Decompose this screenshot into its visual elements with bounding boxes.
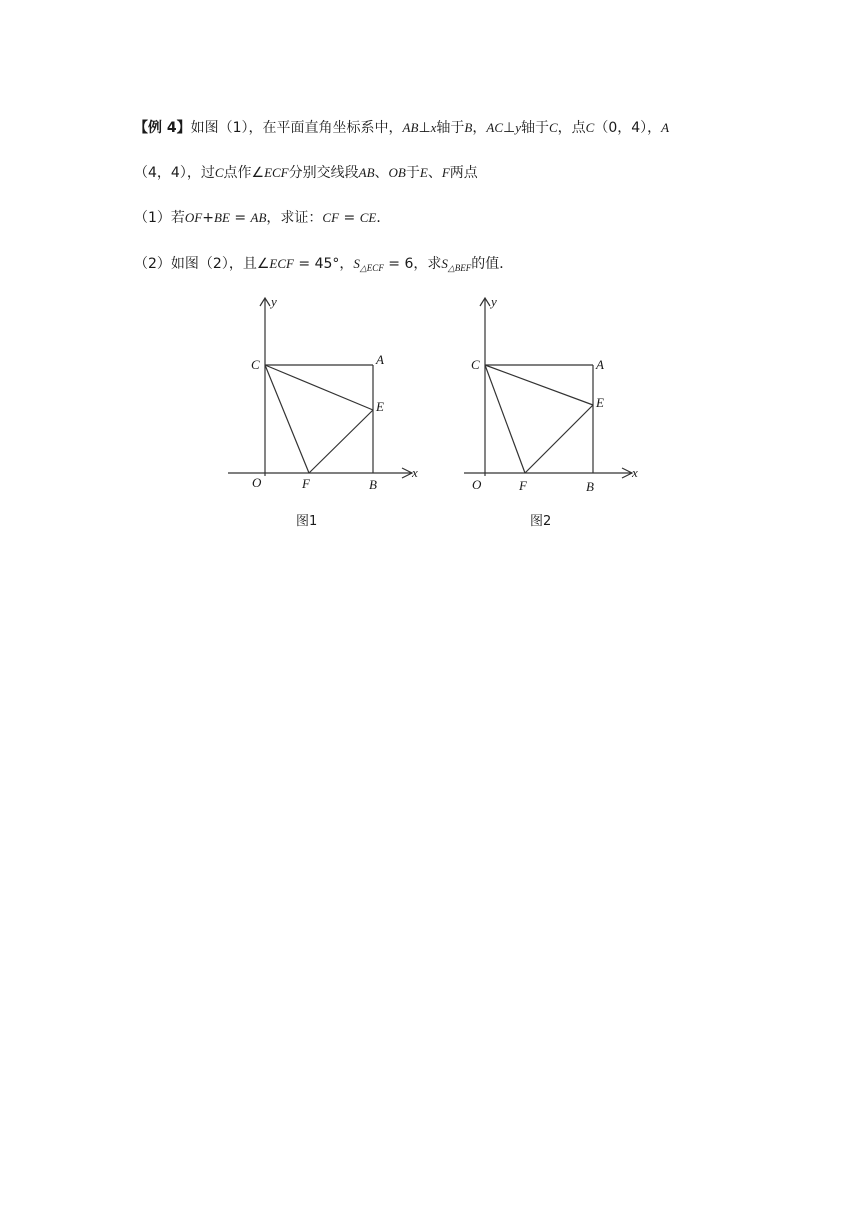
example-tag: 【例 4】 xyxy=(134,120,191,136)
problem-line-2: （4，4），过C点作∠ECF分别交线段AB、OB于E、F两点 xyxy=(134,165,478,181)
problem-part-2: （2）如图（2），且∠ECF = 45°，$S_{\triangle ECF} = 6$，求$S_{\triangle BEF}$的值． xyxy=(134,256,514,273)
problem-part-1: （1）若OF+BE = AB，求证：CF = CE． xyxy=(134,210,391,226)
label-B: B xyxy=(369,477,377,492)
label-O: O xyxy=(472,477,482,492)
figure-2 xyxy=(442,290,652,500)
label-F: F xyxy=(519,478,527,493)
label-x: x xyxy=(632,465,638,480)
label-F: F xyxy=(302,476,310,491)
label-E: E xyxy=(596,395,604,410)
problem-line-1: 【例 4】如图（1），在平面直角坐标系中，AB⊥x轴于B，AC⊥y轴于C，点C（0，4），A xyxy=(134,120,670,136)
segment-FE xyxy=(525,405,593,473)
figure-1-caption: 图1 xyxy=(296,514,318,529)
label-x: x xyxy=(412,465,418,480)
segment-CF xyxy=(485,365,525,473)
segment-CE xyxy=(485,365,593,405)
label-y: y xyxy=(271,294,277,309)
label-C: C xyxy=(251,357,260,372)
label-C: C xyxy=(471,357,480,372)
figure-1 xyxy=(222,290,432,500)
figure-2-diagram xyxy=(442,290,652,500)
figure-2-caption: 图2 xyxy=(530,514,552,529)
label-A: A xyxy=(596,357,604,372)
figure-1-diagram xyxy=(222,290,432,500)
label-E: E xyxy=(376,399,384,414)
label-O: O xyxy=(252,475,262,490)
label-B: B xyxy=(586,479,594,494)
segment-FE xyxy=(309,410,373,473)
label-y: y xyxy=(491,294,497,309)
label-A: A xyxy=(376,352,384,367)
